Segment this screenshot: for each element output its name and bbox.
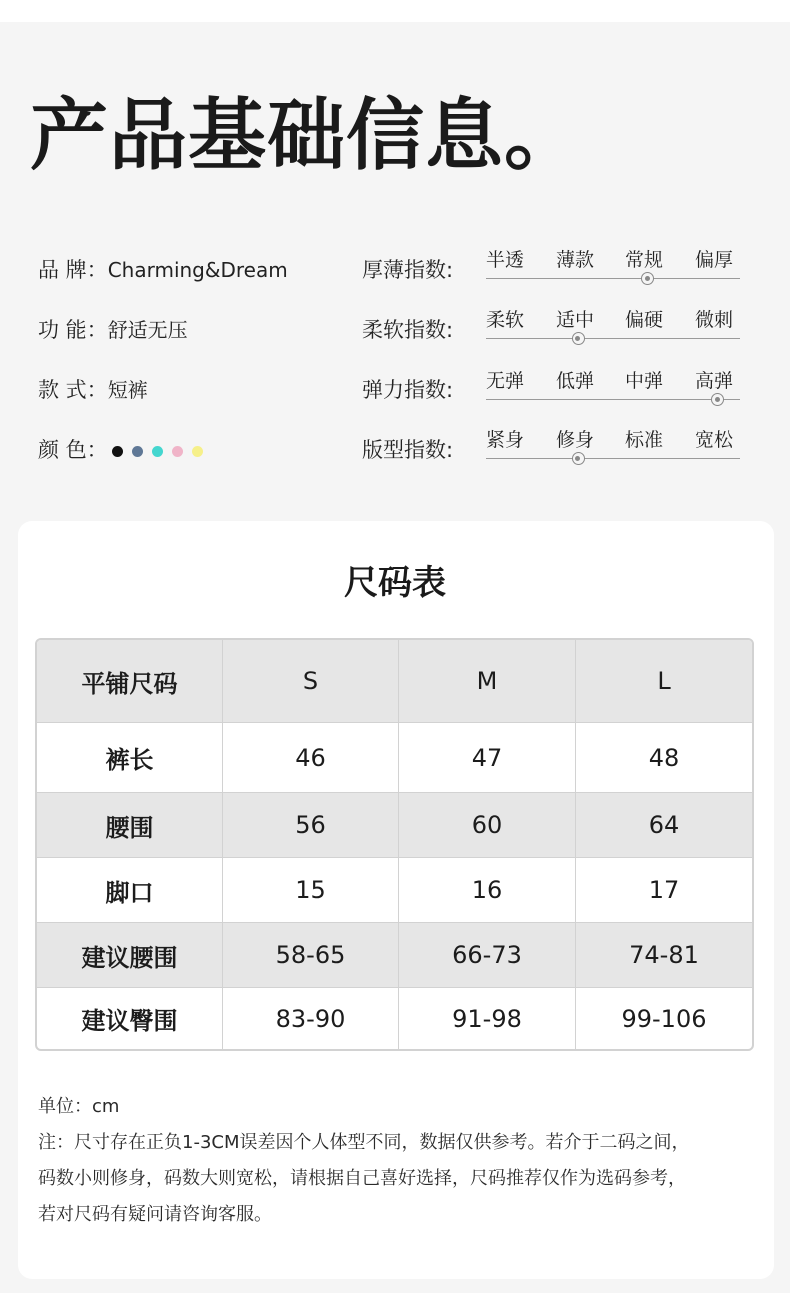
color-swatch[interactable] <box>152 446 163 457</box>
scale-marker <box>711 393 724 406</box>
scale-track <box>486 399 740 400</box>
table-row <box>37 723 752 792</box>
scale-option: 高弹 <box>695 370 734 392</box>
table-header-row <box>37 640 752 722</box>
table-cell: 83-90 <box>223 988 399 1049</box>
scale-option: 低弹 <box>556 370 595 392</box>
scale-marker <box>572 452 585 465</box>
disclaimer-line: 码数小则修身，码数大则宽松，请根据自己喜好选择，尺码推荐仅作为选码参考， <box>38 1168 686 1189</box>
thickness-index-scale <box>486 248 742 282</box>
table-row <box>37 793 752 857</box>
table-row-label: 腰围 <box>37 793 223 857</box>
table-cell: 16 <box>399 858 576 922</box>
table-row-label: 裤长 <box>37 723 223 792</box>
scale-option: 微刺 <box>695 309 734 331</box>
scale-option: 修身 <box>556 429 595 451</box>
scale-marker <box>572 332 585 345</box>
table-header-cell: M <box>399 640 576 722</box>
fit-index-label: 版型指数: <box>362 438 454 462</box>
table-row-label: 建议腰围 <box>37 923 223 987</box>
elasticity-index-scale <box>486 369 742 403</box>
table-cell: 15 <box>223 858 399 922</box>
table-cell: 56 <box>223 793 399 857</box>
size-table <box>35 638 754 1051</box>
softness-index-scale <box>486 308 742 342</box>
table-cell: 74-81 <box>629 941 699 969</box>
table-cell: 60 <box>399 793 576 857</box>
table-cell: 66-73 <box>399 923 576 987</box>
info-color <box>38 435 203 465</box>
table-cell: 91-98 <box>399 988 576 1049</box>
scale-option: 柔软 <box>486 309 525 331</box>
table-cell: 64 <box>648 811 680 839</box>
scale-option: 无弹 <box>486 370 525 392</box>
softness-index-label: 柔软指数: <box>362 318 454 342</box>
unit-note: 单位：cm <box>38 1096 120 1117</box>
color-swatch[interactable] <box>112 446 123 457</box>
table-row <box>37 988 752 1049</box>
scale-option: 中弹 <box>625 370 664 392</box>
color-swatch[interactable] <box>172 446 183 457</box>
table-cell: 58-65 <box>223 923 399 987</box>
info-brand-value: Charming&Dream <box>107 258 288 282</box>
info-style <box>38 375 148 405</box>
page-title: 产品基础信息。 <box>30 91 584 181</box>
table-row <box>37 858 752 922</box>
table-cell: 48 <box>648 743 680 772</box>
color-swatches <box>112 446 203 457</box>
size-chart-title: 尺码表 <box>344 563 446 603</box>
scale-option: 紧身 <box>486 429 525 451</box>
scale-option: 常规 <box>625 249 664 271</box>
info-function <box>38 315 188 345</box>
table-header-cell: 平铺尺码 <box>37 640 223 722</box>
scale-option: 半透 <box>486 249 525 271</box>
scale-option: 薄款 <box>556 249 595 271</box>
info-style-label: 款 式： <box>38 378 108 402</box>
info-function-value: 舒适无压 <box>107 318 188 342</box>
scale-option: 偏硬 <box>625 309 664 331</box>
scale-track <box>486 278 740 279</box>
table-cell: 47 <box>399 723 576 792</box>
table-cell: 46 <box>223 723 399 792</box>
table-row <box>37 923 752 987</box>
table-header-cell: S <box>223 640 399 722</box>
info-function-label: 功 能： <box>38 318 108 342</box>
table-row-label: 建议臀围 <box>37 988 223 1049</box>
fit-index-scale <box>486 428 742 462</box>
table-cell: 99-106 <box>621 1004 707 1033</box>
scale-track <box>486 338 740 339</box>
table-header-cell: L <box>657 667 671 695</box>
info-brand-label: 品 牌： <box>38 258 108 282</box>
info-brand <box>38 255 288 285</box>
scale-option: 宽松 <box>695 429 734 451</box>
elasticity-index-label: 弹力指数: <box>362 378 454 402</box>
color-swatch[interactable] <box>192 446 203 457</box>
table-cell: 17 <box>648 876 680 904</box>
disclaimer-line: 注：尺寸存在正负1-3CM误差因个人体型不同，数据仅供参考。若介于二码之间， <box>38 1132 690 1153</box>
info-style-value: 短裤 <box>107 378 148 402</box>
info-color-label: 颜 色： <box>38 438 108 462</box>
scale-option: 标准 <box>625 429 664 451</box>
table-row-label: 脚口 <box>37 858 223 922</box>
disclaimer-line: 若对尺码有疑问请咨询客服。 <box>38 1204 272 1225</box>
thickness-index-label: 厚薄指数: <box>362 258 454 282</box>
scale-option: 偏厚 <box>695 249 734 271</box>
scale-option: 适中 <box>556 309 595 331</box>
color-swatch[interactable] <box>132 446 143 457</box>
scale-track <box>486 458 740 459</box>
